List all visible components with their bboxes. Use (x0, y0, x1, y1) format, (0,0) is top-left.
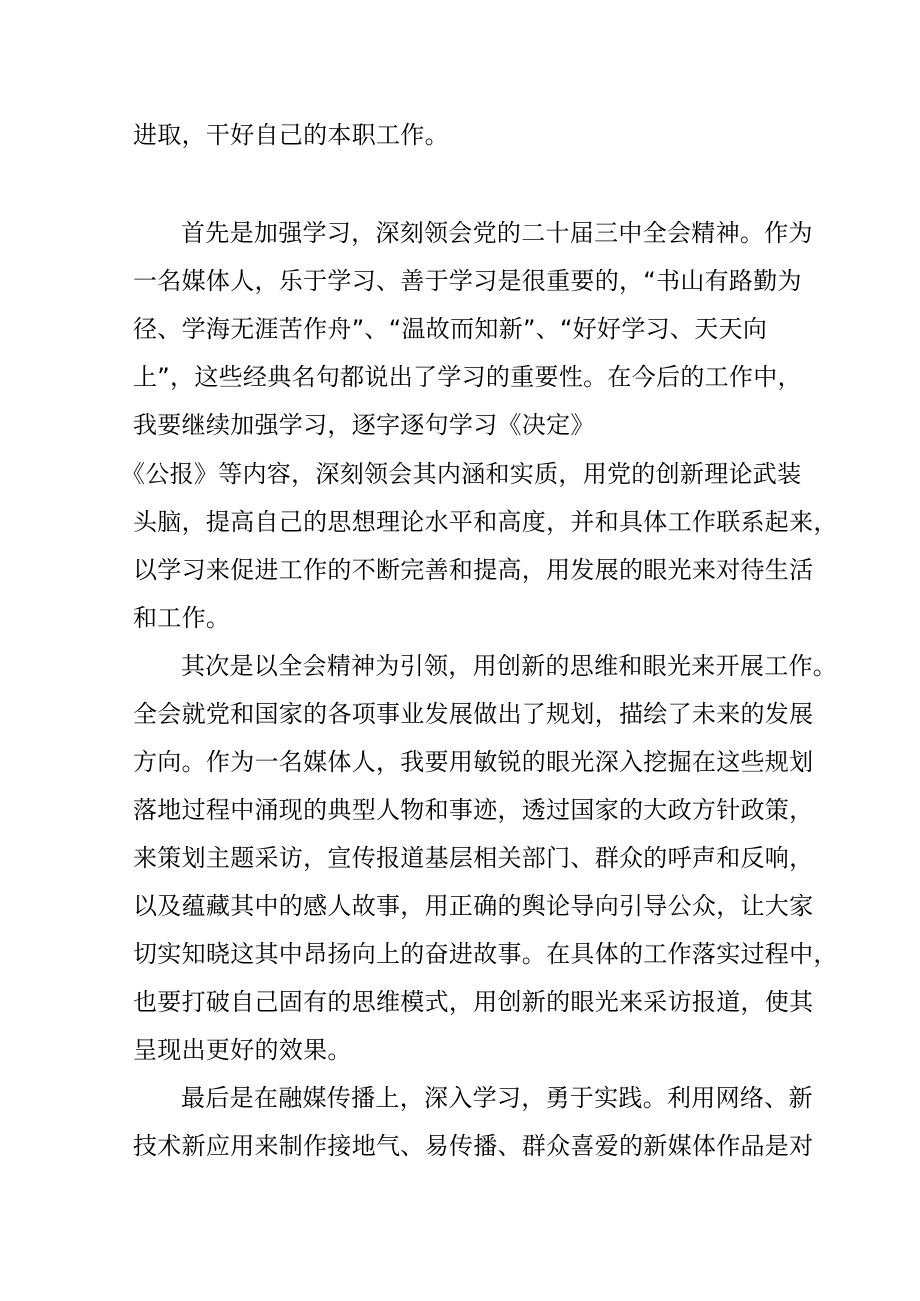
text-line: 以学习来促进工作的不断完善和提高，用发展的眼光来对待生活 (133, 556, 814, 584)
text-line: 方向。作为一名媒体人，我要用敏锐的眼光深入挖掘在这些规划 (133, 748, 814, 776)
text-line: 和工作。 (133, 604, 231, 632)
paragraph-first-line: 其次是以全会精神为引领，用创新的思维和眼光来开展工作。 (181, 652, 838, 680)
text-line: 来策划主题采访，宣传报道基层相关部门、群众的呼声和反响， (133, 844, 814, 872)
text-line: 上”，这些经典名句都说出了学习的重要性。在今后的工作中， (133, 363, 802, 391)
text-line: 进取，干好自己的本职工作。 (133, 121, 449, 149)
text-line: 切实知晓这其中昂扬向上的奋进故事。在具体的工作落实过程中， (133, 940, 838, 968)
paragraph-first-line: 最后是在融媒传播上，深入学习，勇于实践。利用网络、新 (181, 1084, 813, 1112)
paragraph-first-line: 首先是加强学习，深刻领会党的二十届三中全会精神。作为 (181, 219, 813, 247)
text-line: 也要打破自己固有的思维模式，用创新的眼光来采访报道，使其 (133, 988, 814, 1016)
text-line: 径、学海无涯苦作舟”、“温故而知新”、“好好学习、天天向 (133, 315, 768, 343)
text-line: 一名媒体人，乐于学习、善于学习是很重要的，“书山有路勤为 (133, 267, 802, 295)
text-line: 全会就党和国家的各项事业发展做出了规划，描绘了未来的发展 (133, 700, 814, 728)
text-line: 我要继续加强学习，逐字逐句学习《决定》 (133, 411, 595, 439)
text-line: 呈现出更好的效果。 (133, 1036, 352, 1064)
text-line: 落地过程中涌现的典型人物和事迹，透过国家的大政方针政策， (133, 796, 814, 824)
text-line: 技术新应用来制作接地气、易传播、群众喜爱的新媒体作品是对 (133, 1132, 814, 1160)
text-line: 《公报》等内容，深刻领会其内涵和实质，用党的创新理论武装 (121, 460, 802, 488)
text-line: 头脑，提高自己的思想理论水平和高度，并和具体工作联系起来， (133, 508, 838, 536)
text-line: 以及蕴藏其中的感人故事，用正确的舆论导向引导公众，让大家 (133, 892, 814, 920)
